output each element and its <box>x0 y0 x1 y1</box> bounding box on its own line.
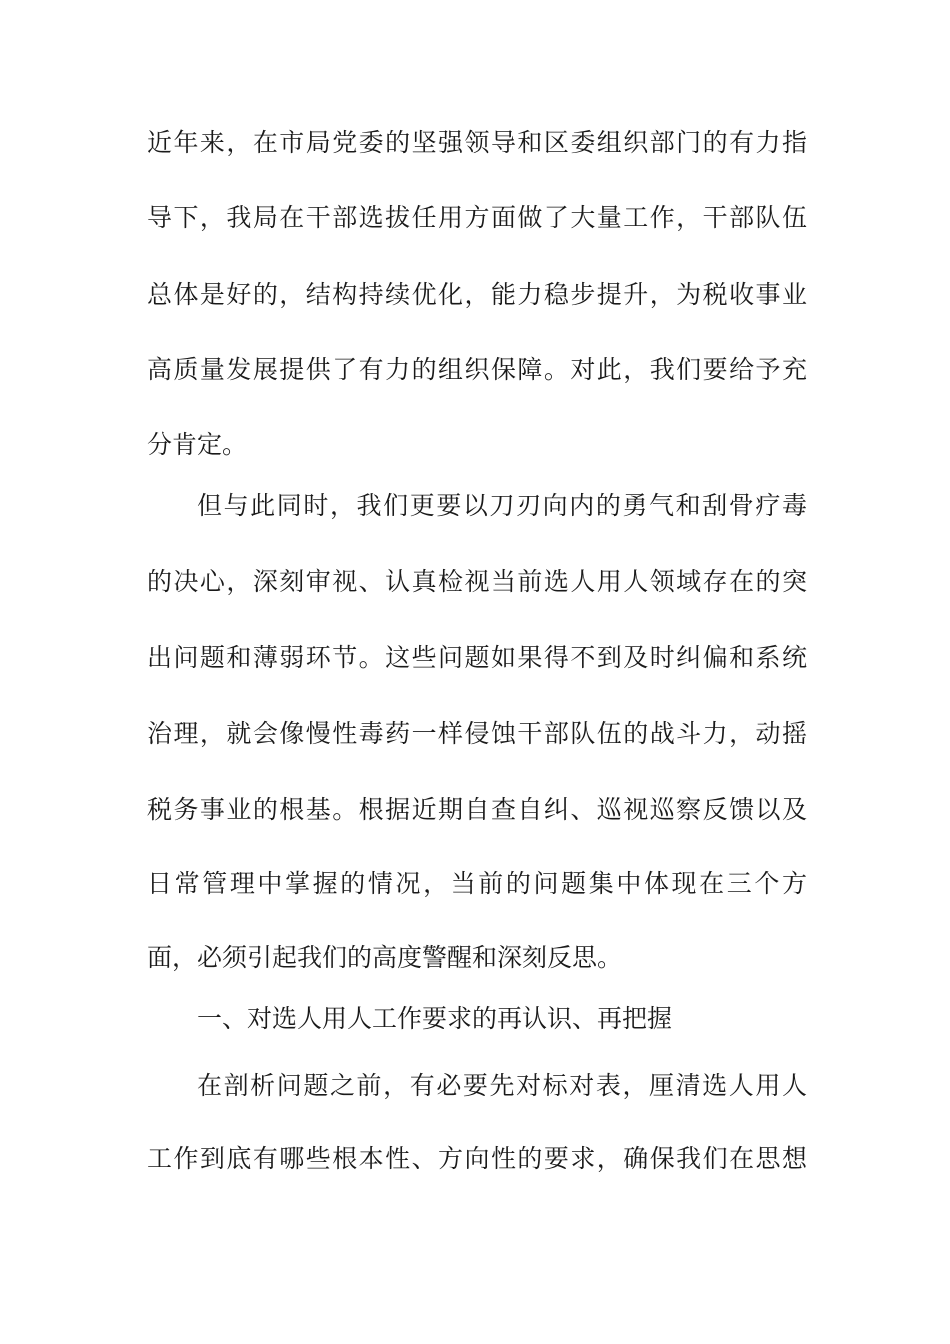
paragraph-3-line-1: 在剖析问题之前，有必要先对标对表，厘清选人用人 <box>197 1071 807 1100</box>
paragraph-1-line-3: 总体是好的，结构持续优化，能力稳步提升，为税收事业 <box>147 280 807 309</box>
paragraph-2-line-7: 面，必须引起我们的高度警醒和深刻反思。 <box>147 943 623 972</box>
paragraph-1-line-5: 分肯定。 <box>147 430 248 459</box>
paragraph-1-line-1: 近年来，在市局党委的坚强领导和区委组织部门的有力指 <box>147 128 807 157</box>
paragraph-2-line-5: 税务事业的根基。根据近期自查自纠、巡视巡察反馈以及 <box>147 795 807 824</box>
paragraph-2-line-1: 但与此同时，我们更要以刀刃向内的勇气和刮骨疗毒 <box>197 491 807 520</box>
paragraph-1-line-2: 导下，我局在干部选拔任用方面做了大量工作，干部队伍 <box>147 203 807 232</box>
section-heading-1: 一、对选人用人工作要求的再认识、再把握 <box>197 1004 673 1033</box>
paragraph-2-line-2: 的决心，深刻审视、认真检视当前选人用人领域存在的突 <box>147 567 807 596</box>
paragraph-2-line-4: 治理，就会像慢性毒药一样侵蚀干部队伍的战斗力，动摇 <box>147 719 807 748</box>
paragraph-1-line-4: 高质量发展提供了有力的组织保障。对此，我们要给予充 <box>147 355 807 384</box>
paragraph-2-line-3: 出问题和薄弱环节。这些问题如果得不到及时纠偏和系统 <box>147 643 807 672</box>
paragraph-3-line-2: 工作到底有哪些根本性、方向性的要求，确保我们在思想 <box>147 1144 807 1173</box>
paragraph-2-line-6: 日常管理中掌握的情况，当前的问题集中体现在三个方 <box>147 869 807 898</box>
